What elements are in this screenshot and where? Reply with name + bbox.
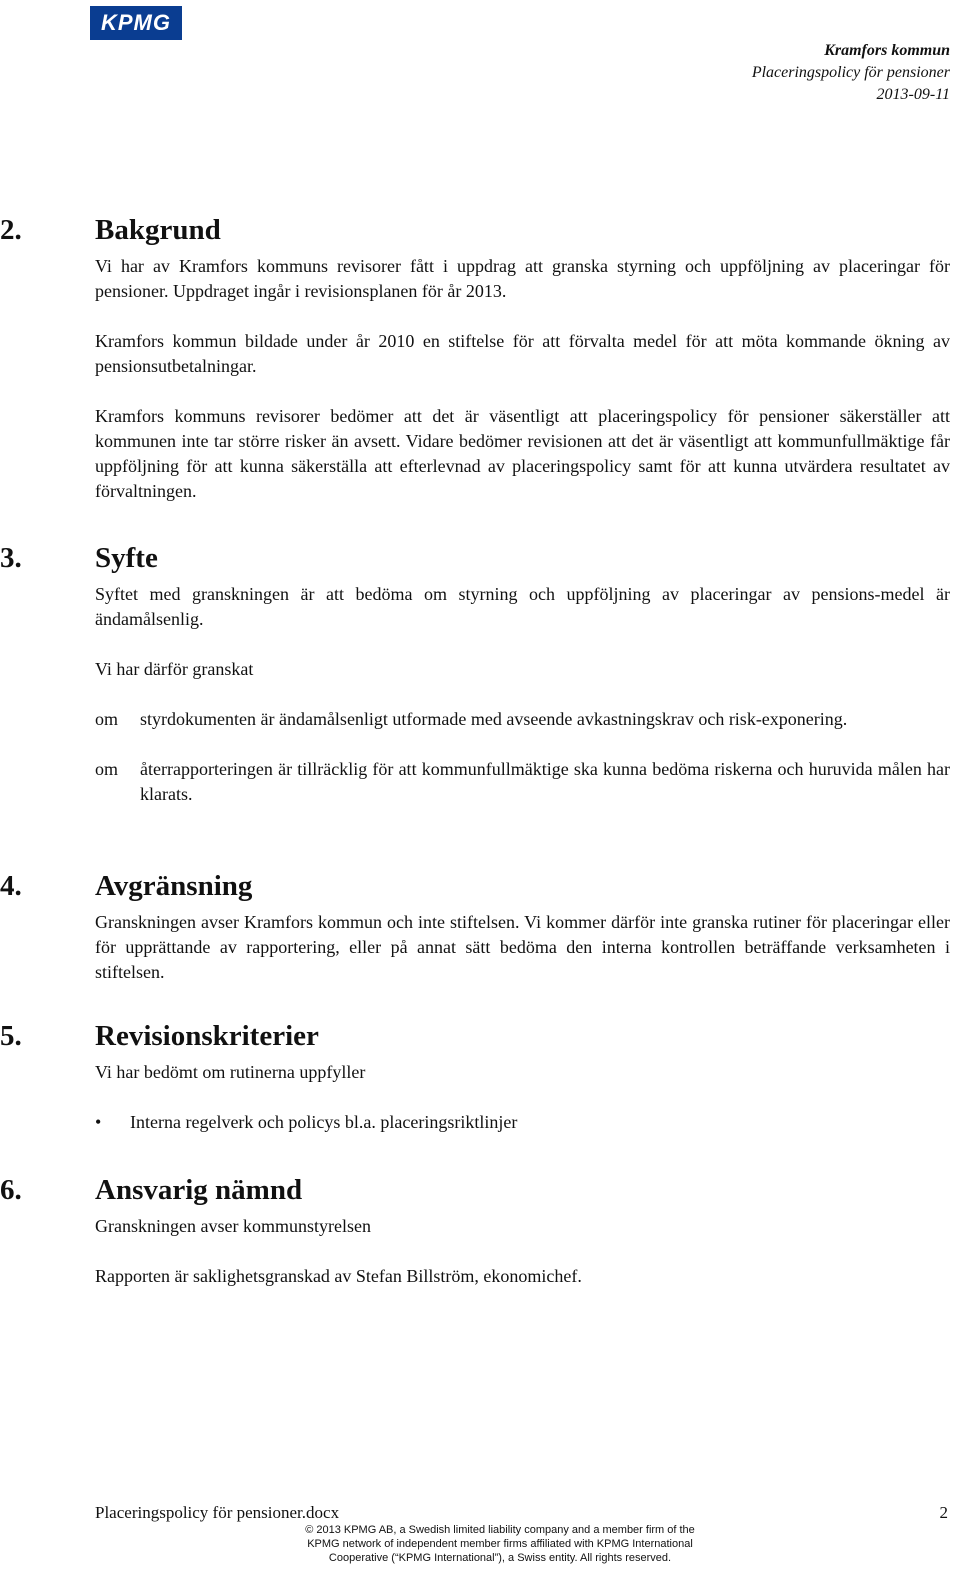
footer-copyright — [240, 1523, 760, 1565]
page-header — [752, 40, 950, 106]
paragraph: Syftet med granskningen är att bedöma om styrning och uppföljning av placeringar av pensions-medel är ändamålsenlig. — [95, 584, 950, 629]
section-syfte — [0, 540, 950, 807]
copyright-line: KPMG network of independent member firms affiliated with KPMG International — [307, 1538, 693, 1550]
section-title: Syfte — [95, 542, 158, 574]
list-item — [95, 707, 950, 732]
paragraph: Granskningen avser Kramfors kommun och inte stiftelsen. Vi kommer därför inte granska rutiner för placeringar eller för upprättande av rapportering, eller på annat sätt bedöma den interna kontrollen beträffande verksamheten i stiftelsen. — [95, 912, 950, 982]
page-number: 2 — [939, 1503, 948, 1522]
section-heading — [0, 1018, 950, 1054]
header-organization: Kramfors kommun — [824, 42, 950, 59]
copyright-line: © 2013 KPMG AB, a Swedish limited liability company and a member firm of the — [305, 1524, 695, 1536]
list-item — [95, 757, 950, 807]
header-document-title: Placeringspolicy för pensioner — [751, 64, 950, 81]
bullet-text: Interna regelverk och policys bl.a. placeringsriktlinjer — [130, 1112, 518, 1132]
bullet-icon: • — [95, 1112, 102, 1132]
section-number: 5. — [0, 1020, 22, 1052]
paragraph: Rapporten är saklighetsgranskad av Stefan Billström, ekonomichef. — [95, 1266, 582, 1286]
list-item-prefix: om — [95, 759, 119, 779]
section-ansvarig-namnd — [0, 1172, 950, 1289]
list-item-text: styrdokumenten är ändamålsenligt utformade med avseende avkastningskrav och risk-exponering. — [140, 709, 848, 729]
paragraph: Vi har av Kramfors kommuns revisorer fått i uppdrag att granska styrning och uppföljning av placeringar för pensioner. Uppdraget ingår i revisionsplanen för år 2013. — [95, 256, 950, 301]
section-number: 4. — [0, 870, 22, 902]
list-item-text: återrapporteringen är tillräcklig för att kommunfullmäktige ska kunna bedöma riskerna och huruvida målen har klarats. — [140, 759, 950, 804]
section-title: Bakgrund — [95, 214, 221, 246]
copyright-line: Cooperative (“KPMG International”), a Swiss entity. All rights reserved. — [328, 1552, 672, 1564]
section-title: Ansvarig nämnd — [95, 1174, 303, 1206]
paragraph: Vi har bedömt om rutinerna uppfyller — [95, 1062, 366, 1082]
section-bakgrund — [0, 212, 950, 504]
section-heading — [0, 868, 950, 904]
section-title: Revisionskriterier — [95, 1020, 319, 1052]
bullet-item — [95, 1110, 950, 1135]
list-item-prefix: om — [95, 709, 119, 729]
header-date: 2013-09-11 — [876, 86, 950, 103]
section-number: 2. — [0, 214, 22, 246]
section-title: Avgränsning — [95, 870, 253, 902]
footer-filename: Placeringspolicy för pensioner.docx — [95, 1503, 340, 1522]
section-avgransning — [0, 868, 950, 985]
section-number: 3. — [0, 542, 22, 574]
paragraph: Kramfors kommuns revisorer bedömer att det är väsentligt att placeringspolicy för pensioner säkerställer att kommunen inte tar större risker än avsett. Vidare bedömer revisionen att det är väsentligt att kommunfullmäktige får uppföljning för att kunna säkerställa att efterlevnad av placeringspolicy samt för att kunna utvärdera resultatet av förvaltningen. — [95, 406, 950, 501]
paragraph: Kramfors kommun bildade under år 2010 en stiftelse för att förvalta medel för att möta kommande ökning av pensionsutbetalningar. — [95, 331, 950, 376]
paragraph: Granskningen avser kommunstyrelsen — [95, 1216, 371, 1236]
section-number: 6. — [0, 1174, 22, 1206]
logo-text: KPMG — [101, 10, 171, 35]
section-heading — [0, 1172, 950, 1208]
section-heading — [0, 540, 950, 576]
kpmg-logo — [90, 6, 182, 40]
section-heading — [0, 212, 950, 248]
paragraph: Vi har därför granskat — [95, 659, 254, 679]
section-revisionskriterier — [0, 1018, 950, 1135]
